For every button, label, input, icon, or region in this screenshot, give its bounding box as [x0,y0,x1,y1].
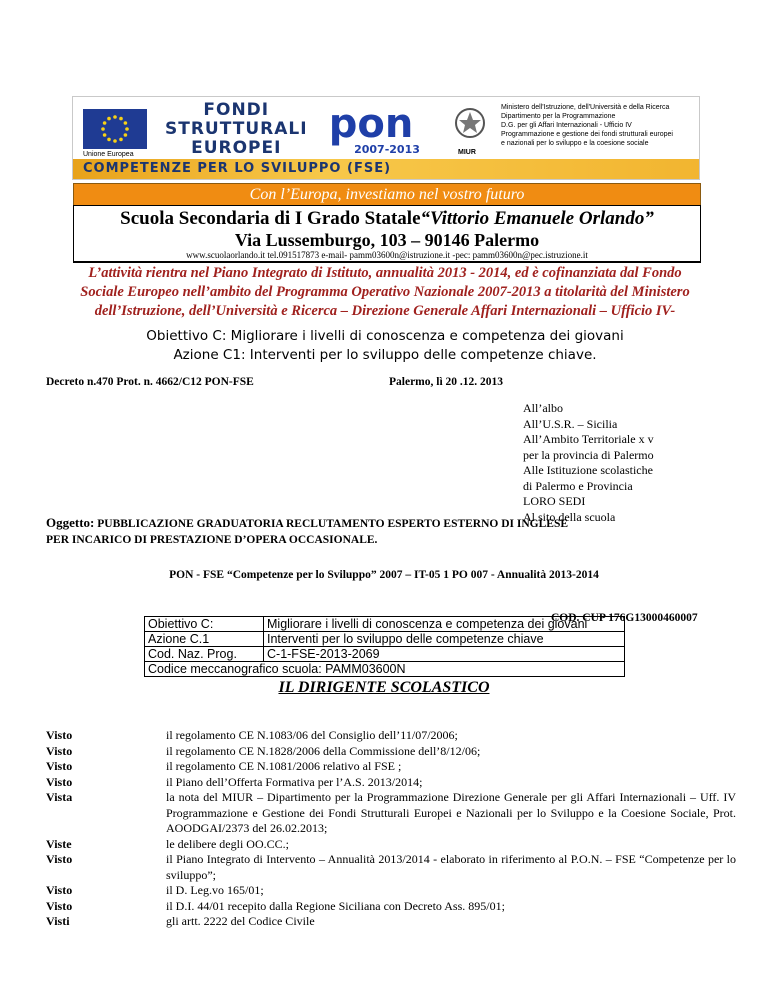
list-item-key: Visto [46,728,73,742]
eu-label: Unione Europea [83,151,134,158]
motto-bar [73,183,701,206]
table-cell-key: Azione C.1 [145,632,264,647]
list-item-value: le delibere degli OO.CC.; [166,836,289,851]
intro-line: Sociale Europeo nell’ambito del Programma Operativo Nazionale 2007-2013 a titolarità del Ministero [80,284,690,300]
list-item [46,883,736,899]
recipient-line: All’U.S.R. – Sicilia [523,416,618,431]
divider [73,262,701,263]
table-row [145,662,625,677]
fondi-strutturali-logo [165,101,308,158]
intro-line: L’attività rientra nel Piano Integrato di Istituto, annualità 2013 - 2014, ed è cofinanziata dal Fondo [88,265,682,281]
school-contacts: www.scuolaorlando.it tel.091517873 e-mail- pamm03600n@istruzione.it -pec: pamm03600n@pec.istruzione.it [186,250,588,260]
list-item-key: Visto [46,743,73,758]
table-row [145,647,625,662]
list-item [46,790,736,837]
list-item [46,899,736,915]
header-banner [72,96,700,180]
list-item [46,744,736,760]
list-item-value: gli artt. 2222 del Codice Civile [166,914,315,928]
school-header-box [73,205,701,262]
list-item-key: Visto [46,852,73,866]
list-item-key: Visto [46,883,73,897]
recipient-line: All’albo [523,401,563,415]
objective-text [40,327,730,365]
list-item-value: il regolamento CE N.1081/2006 relativo al FSE ; [166,759,402,773]
list-item-value: il Piano dell’Offerta Formativa per l’A.S. 2013/2014; [166,774,423,789]
school-address: Via Lussemburgo, 103 – 90146 Palermo [234,230,540,250]
pon-title: pon [328,101,414,147]
list-item [46,852,736,883]
project-table [144,616,625,677]
list-item-key: Visto [46,774,73,789]
subject-line: PER INCARICO DI PRESTAZIONE D’OPERA OCCASIONALE. [46,534,378,546]
ministry-line: e nazionali per lo sviluppo e la coesione sociale [501,140,649,147]
document-date: Palermo, lì 20 .12. 2013 [389,376,504,388]
decree-number: Decreto n.470 Prot. n. 4662/C12 PON-FSE [46,376,254,388]
objective-line: Obiettivo C: Migliorare i livelli di conoscenza e competenza dei giovani [146,328,624,344]
list-item-key: Visto [46,898,73,913]
list-item [46,759,736,775]
considerations-list [46,728,736,930]
cup-code: COD. CUP 176G13000460007 [551,612,698,624]
list-item [46,775,736,791]
recipient-line: All’Ambito Territoriale x v [523,432,654,446]
intro-text [40,264,730,321]
list-item [46,837,736,853]
list-item-key: Visti [46,914,70,928]
ministry-line: Dipartimento per la Programmazione [501,113,616,120]
pon-program-line: PON - FSE “Competenze per lo Sviluppo” 2007 – IT-05 1 PO 007 - Annualità 2013-2014 [169,569,599,581]
table-cell-value: Interventi per lo sviluppo delle competenze chiave [264,632,625,647]
eu-flag-icon [83,109,147,149]
miur-label: MIUR [458,149,476,156]
ministry-text [501,103,699,148]
pon-years: 2007-2013 [354,143,420,156]
recipients-list [523,401,654,525]
banner-bar-text: COMPETENZE PER LO SVILUPPO (FSE) [83,161,392,176]
list-item-value: il regolamento CE N.1083/06 del Consiglio dell’11/07/2006; [166,728,458,742]
recipient-line: Alle Istituzione scolastiche [523,463,653,477]
recipient-line: per la provincia di Palermo [523,447,654,462]
table-cell-key: Obiettivo C: [145,617,264,632]
table-footer: Codice meccanografico scuola: PAMM03600N [145,662,625,677]
list-item-value: il D. Leg.vo 165/01; [166,883,264,897]
fondi-line: STRUTTURALI [165,119,308,139]
fondi-line: FONDI [203,100,270,120]
ministry-line: Ministero dell'Istruzione, dell'Università e della Ricerca [501,104,670,111]
table-cell-value: Migliorare i livelli di conoscenza e competenza dei giovani [264,617,625,632]
table-row [145,632,625,647]
objective-line: Azione C1: Interventi per lo sviluppo delle competenze chiave. [173,347,597,363]
motto-text: Con l’Europa, investiamo nel vostro futuro [249,186,525,203]
subject-line: PUBBLICAZIONE GRADUATORIA RECLUTAMENTO ESPERTO ESTERNO DI INGLESE [94,518,569,530]
recipient-line: Al sito della scuola [523,509,616,524]
list-item-value: il D.I. 44/01 recepito dalla Regione Siciliana con Decreto Ass. 895/01; [166,898,505,913]
intro-line: dell’Istruzione, dell’Università e Ricerca – Direzione Generale Affari Internazionali – Ufficio IV- [94,303,676,319]
list-item [46,728,736,744]
recipient-line: LORO SEDI [523,494,586,508]
table-row [145,617,625,632]
table-cell-value: C-1-FSE-2013-2069 [264,647,625,662]
school-title [74,208,700,230]
list-item [46,914,736,930]
list-item-key: Viste [46,836,72,851]
list-item-value: il Piano Integrato di Intervento – Annualità 2013/2014 - elaborato in riferimento al P.O.N. – FSE “Competenze per lo sviluppo”; [166,852,736,882]
list-item-key: Vista [46,790,73,804]
ministry-line: D.G. per gli Affari Internazionali - Ufficio IV [501,122,632,129]
section-heading: IL DIRIGENTE SCOLASTICO [278,679,490,696]
miur-emblem-icon [453,105,487,145]
school-title-prefix: Scuola Secondaria di I Grado Statale [120,208,421,229]
recipient-line: di Palermo e Provincia [523,478,633,493]
list-item-key: Visto [46,759,73,773]
subject-block [46,515,568,548]
table-cell-key: Cod. Naz. Prog. [145,647,264,662]
ministry-line: Programmazione e gestione dei fondi strutturali europei [501,131,673,138]
pon-logo [311,101,431,157]
list-item-value: il regolamento CE N.1828/2006 della Commissione dell’8/12/06; [166,743,481,758]
subject-label: Oggetto: [46,515,95,530]
school-title-name: “Vittorio Emanuele Orlando” [420,208,654,229]
list-item-value: la nota del MIUR – Dipartimento per la Programmazione Direzione Generale per gli Affari Internazionali – Uff. IV Programmazione e Gestione dei Fondi Strutturali Europei e Nazionali per lo Sviluppo e la Coesione Sociale, Prot. AOODGAI/2373 del 26.02.2013; [166,790,736,835]
fondi-line: EUROPEI [191,138,282,158]
